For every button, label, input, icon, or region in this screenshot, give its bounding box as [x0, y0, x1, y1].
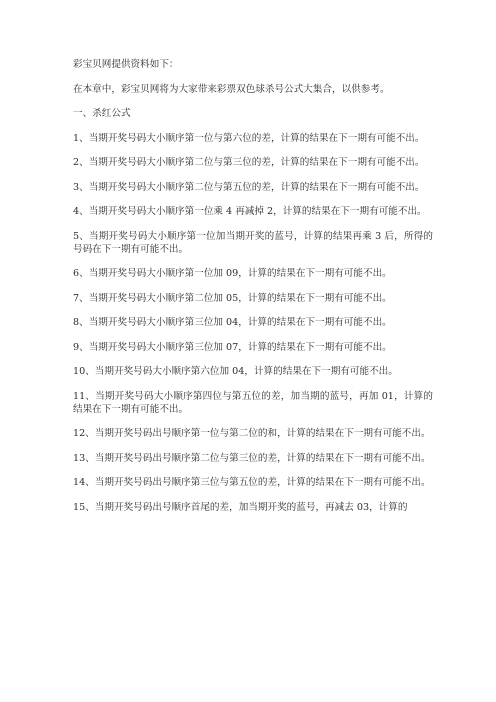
list-item: 3、当期开奖号码大小顺序第二位与第五位的差，计算的结果在下一期有可能不出。: [73, 181, 425, 193]
document-page: [73, 58, 433, 522]
lead-paragraph: 在本章中，彩宝贝网将为大家带来彩票双色球杀号公式大集合，以供参考。: [73, 83, 390, 95]
list-item: 1、当期开奖号码大小顺序第一位与第六位的差，计算的结果在下一期有可能不出。: [73, 132, 425, 144]
list-item: 12、当期开奖号码出号顺序第一位与第二位的和，计算的结果在下一期有可能不出。: [73, 428, 431, 439]
list-item: 11、当期开奖号码大小顺序第四位与第五位的差，加当期的蓝号，再加 01，计算的结果在下一期有可能不出。: [73, 390, 433, 415]
list-item: 7、当期开奖号码大小顺序第二位加 05，计算的结果在下一期有可能不出。: [73, 292, 392, 304]
list-item: 14、当期开奖号码出号顺序第三位与第五位的差，计算的结果在下一期有可能不出。: [73, 477, 431, 488]
list-item: 2、当期开奖号码大小顺序第二位与第三位的差，计算的结果在下一期有可能不出。: [73, 157, 425, 168]
list-item: 9、当期开奖号码大小顺序第三位加 07，计算的结果在下一期有可能不出。: [73, 341, 392, 353]
section-heading: 一、杀红公式: [73, 108, 131, 119]
intro-text: 彩宝贝网提供资料如下：: [73, 59, 179, 70]
list-item: 15、当期开奖号码出号顺序首尾的差，加当期开奖的蓝号，再减去 03，计算的: [73, 501, 408, 513]
list-item: 8、当期开奖号码大小顺序第三位加 04，计算的结果在下一期有可能不出。: [73, 317, 392, 328]
list-item: 5、当期开奖号码大小顺序第一位加当期开奖的蓝号，计算的结果再乘 3 后，所得的号码在下一期有可能不出。: [73, 230, 433, 255]
list-item: 13、当期开奖号码出号顺序第二位与第三位的差，计算的结果在下一期有可能不出。: [73, 452, 431, 464]
list-item: 6、当期开奖号码大小顺序第一位加 09，计算的结果在下一期有可能不出。: [73, 268, 392, 279]
list-item: 10、当期开奖号码大小顺序第六位加 04，计算的结果在下一期有可能不出。: [73, 366, 398, 377]
list-item: 4、当期开奖号码大小顺序第一位乘 4 再减掉 2，计算的结果在下一期有可能不出。: [73, 206, 427, 217]
